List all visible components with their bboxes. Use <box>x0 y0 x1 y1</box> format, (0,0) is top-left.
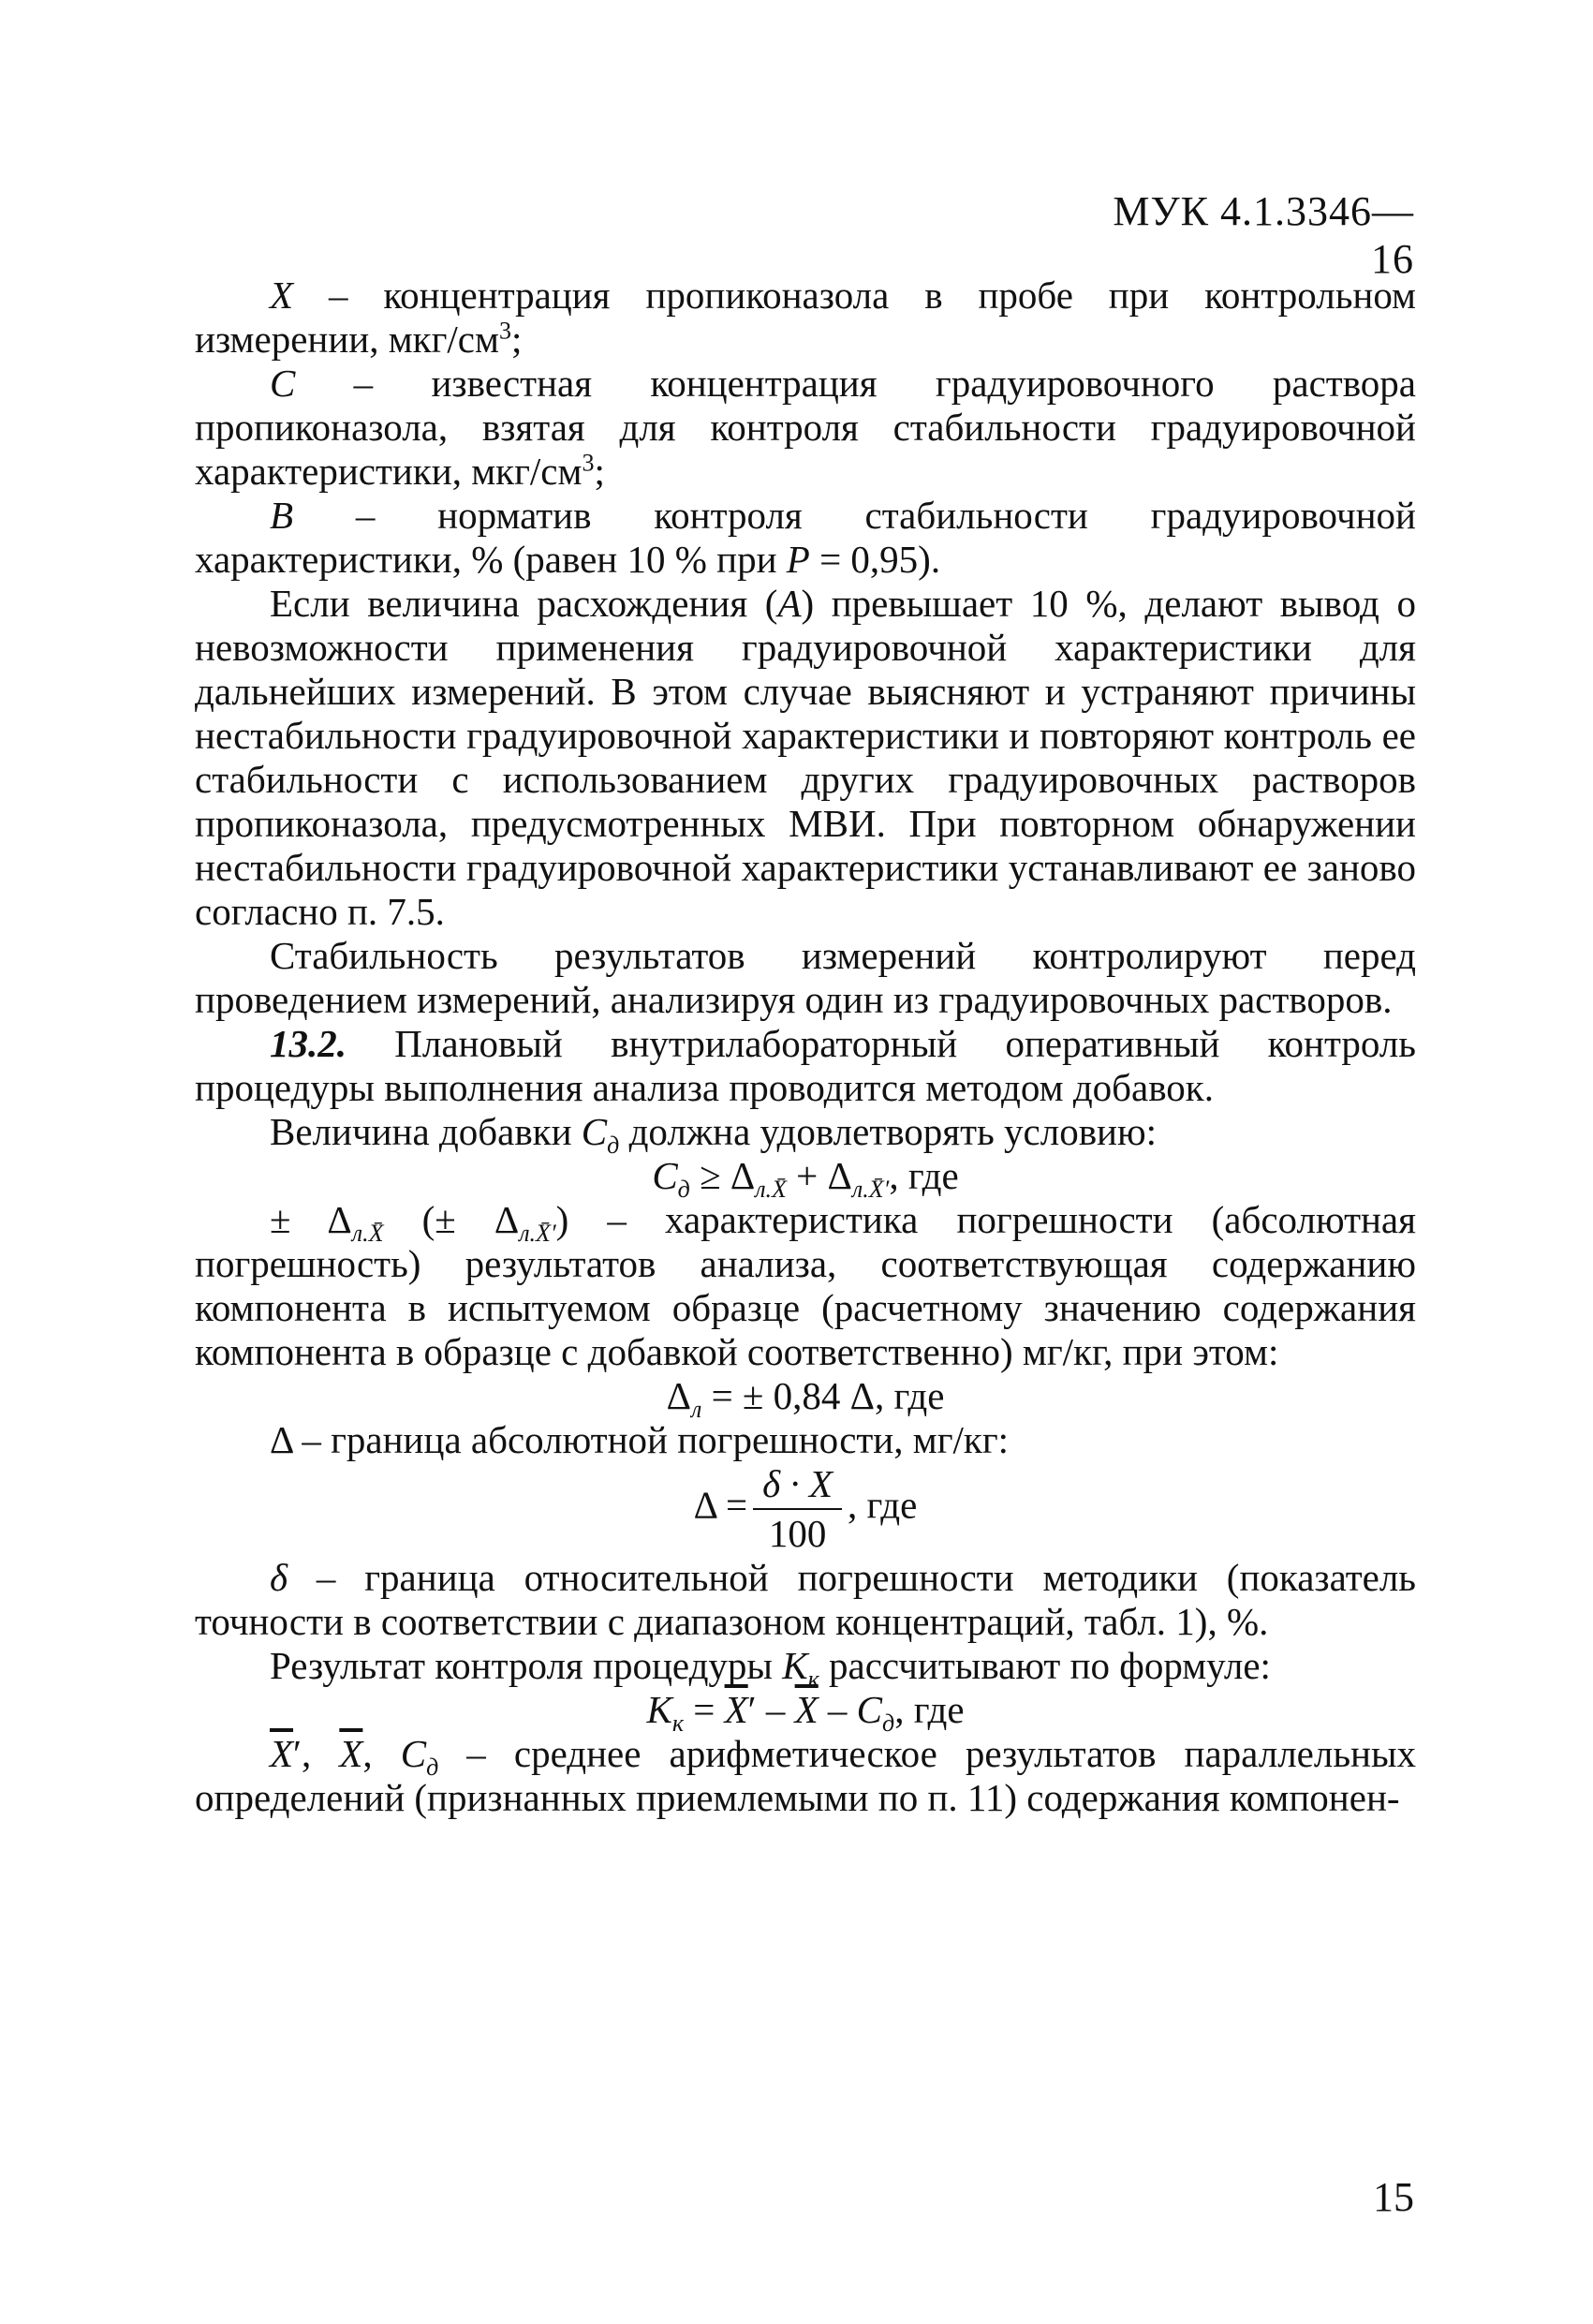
var-x-bar: $\overline{X}$ <box>794 1688 819 1731</box>
text: = <box>683 1688 725 1731</box>
text: ; <box>510 318 523 361</box>
text: ) превышает 10 %, делают вывод о невозможности применения градуировочной характеристики для дальнейших измерений. В этом случае выясняют и устраняют причины нестабильности градуировочной характеристики и повторяют контроль ее стабильности с использованием других градуировочных растворов пропиконазола, предусмотренных МВИ. При повторном обнаружении нестабильности градуировочной характеристики устанавливают ее заново согласно п. 7.5. <box>195 582 1416 933</box>
text: ) – характеристика погрешности (абсолютная погрешность) результатов анализа, соответствующая содержанию компонента в испытуемом образце (расчетному значению содержания компонента в образце с добавкой соответственно) мг/кг, при этом: <box>195 1198 1416 1373</box>
formula-delta-l <box>195 1374 1416 1424</box>
page-number: 15 <box>1373 2174 1414 2220</box>
numerator: δ · X <box>753 1462 842 1510</box>
subscript: л.X̄ <box>351 1220 384 1248</box>
var-k: K <box>646 1688 672 1731</box>
text: , где <box>889 1154 959 1197</box>
text: – норматив контроля стабильности градуировочной характеристики, % (равен 10 % при <box>195 494 1416 581</box>
var-x-bar: $\overline{X}$ <box>724 1688 748 1731</box>
subscript: к <box>671 1710 684 1738</box>
var-p: P <box>786 538 810 581</box>
text: – концентрация пропиконазола в пробе при контрольном измерении, мкг/см <box>195 274 1416 361</box>
text: , где <box>894 1688 965 1731</box>
paragraph-control-result <box>195 1644 1416 1694</box>
body-text <box>195 274 1416 1820</box>
paragraph-section-13-2 <box>195 1022 1416 1110</box>
paragraph-relative-error <box>195 1556 1416 1644</box>
paragraph-c-definition <box>195 362 1416 494</box>
subscript: л <box>690 1396 702 1424</box>
text: – <box>818 1688 857 1731</box>
text: – среднее арифметическое результатов параллельных определений (признанных приемлемыми по п. 11) содержания компонен- <box>195 1732 1417 1819</box>
subscript: д <box>882 1710 895 1738</box>
text: , <box>362 1732 401 1775</box>
text: Δ = <box>693 1483 748 1527</box>
text: должна удовлетворять условию: <box>619 1110 1158 1153</box>
var-x: X <box>270 274 294 317</box>
subscript: д <box>426 1754 439 1782</box>
text: , <box>302 1732 340 1775</box>
paragraph-mean-definition <box>195 1732 1416 1820</box>
text: = 0,95). <box>809 538 941 581</box>
var-c: C <box>400 1732 427 1775</box>
formula-kk <box>195 1688 1416 1738</box>
var-k: K <box>782 1644 808 1687</box>
text: Плановый внутрилабораторный оперативный контроль процедуры выполнения анализа проводится методом добавок. <box>195 1022 1416 1109</box>
paragraph-discrepancy <box>195 582 1416 934</box>
subscript: л.X̄′ <box>519 1220 556 1248</box>
text: Величина добавки <box>270 1110 582 1153</box>
subscript: д <box>607 1132 620 1160</box>
paragraph-x-definition <box>195 274 1416 362</box>
paragraph-b-definition <box>195 494 1416 582</box>
subscript: л.X̄′ <box>851 1176 890 1204</box>
text: рассчитывают по формуле: <box>819 1644 1271 1687</box>
var-x-bar: $\overline{X}$ <box>270 1732 294 1775</box>
var-c: C <box>270 362 296 405</box>
var-b: B <box>270 494 294 537</box>
var-a: A <box>777 582 802 625</box>
var-delta: δ <box>270 1556 288 1599</box>
text: Если величина расхождения ( <box>270 582 778 625</box>
text: ≥ Δ <box>689 1154 756 1197</box>
paragraph-additive <box>195 1110 1416 1160</box>
text: – <box>756 1688 795 1731</box>
superscript: 3 <box>582 449 595 477</box>
paragraph-error-characteristic <box>195 1198 1416 1374</box>
subscript: к <box>807 1665 819 1694</box>
denominator: 100 <box>768 1512 827 1555</box>
text: (± Δ <box>383 1198 520 1241</box>
var-x-bar: $\overline{X}$ <box>339 1732 363 1775</box>
text: Δ <box>666 1374 691 1417</box>
var-c: C <box>581 1110 608 1153</box>
paragraph-stability: Стабильность результатов измерений контролируют перед проведением измерений, анализируя один из градуировочных растворов. <box>195 934 1416 1021</box>
subscript: д <box>677 1176 690 1204</box>
section-number: 13.2. <box>270 1022 347 1065</box>
text: ′ <box>747 1688 757 1731</box>
formula-delta-fraction <box>195 1462 1416 1556</box>
text: – граница относительной погрешности методики (показатель точности в соответствии с диапазоном концентраций, табл. 1), %. <box>195 1556 1416 1643</box>
superscript: 3 <box>498 317 511 345</box>
text: ′ <box>293 1732 302 1775</box>
document-code-header: МУК 4.1.3346—16 <box>1113 188 1414 282</box>
fraction <box>753 1462 842 1556</box>
subscript: л.X̄ <box>755 1176 787 1204</box>
formula-additive-condition <box>195 1154 1416 1204</box>
var-c: C <box>856 1688 883 1731</box>
text: – известная концентрация градуировочного раствора пропиконазола, взятая для контроля стабильности градуировочной характеристики, мкг/см <box>195 362 1416 493</box>
text: + Δ <box>786 1154 852 1197</box>
text: , где <box>848 1483 918 1527</box>
text: = ± 0,84 Δ, где <box>701 1374 945 1417</box>
text: ± Δ <box>270 1198 352 1241</box>
paragraph-absolute-error: Δ – граница абсолютной погрешности, мг/кг: <box>270 1418 1010 1461</box>
text: Результат контроля процедуры <box>270 1644 783 1687</box>
text: ; <box>594 450 605 493</box>
var-c: C <box>652 1154 678 1197</box>
